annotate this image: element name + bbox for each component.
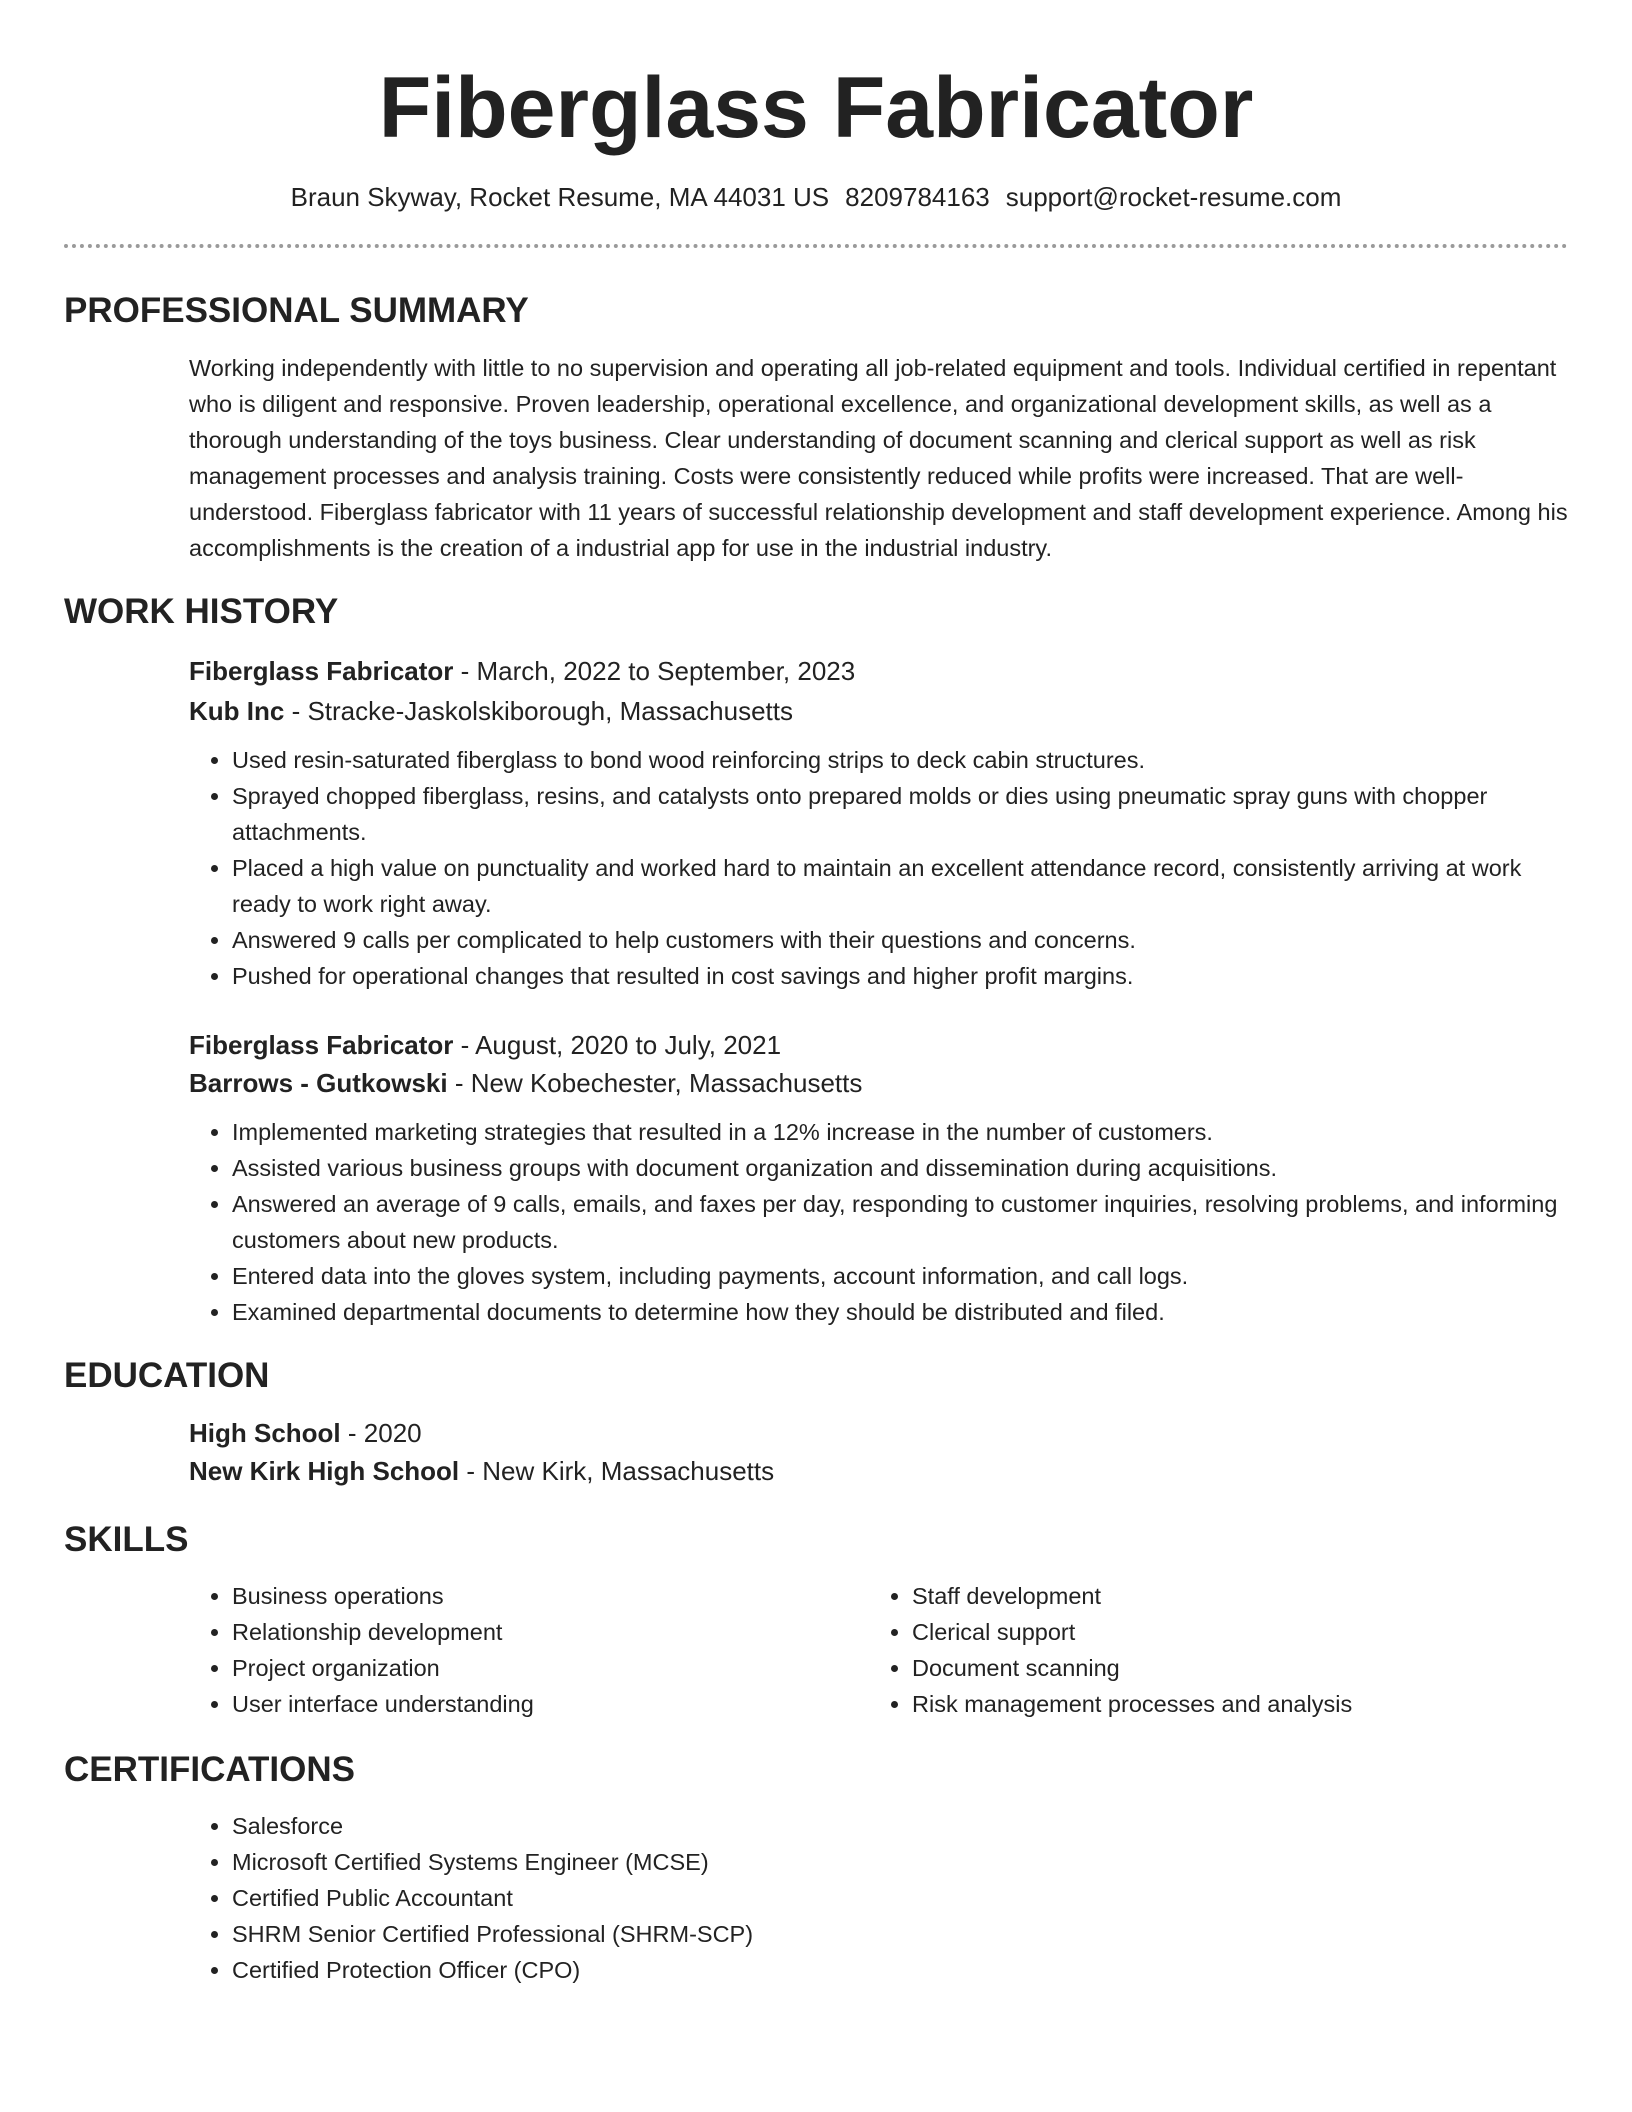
- skill-item: • Relationship development: [232, 1614, 869, 1650]
- work-history-heading: WORK HISTORY: [64, 592, 339, 631]
- list-item: • Sprayed chopped fiberglass, resins, and catalysts onto prepared molds or dies using pneumatic spray guns with chopper attachments.: [232, 778, 1568, 850]
- job-company: Kub Inc: [189, 696, 285, 726]
- education-degree-line: [189, 1414, 1568, 1452]
- education-location: - New Kirk, Massachusetts: [459, 1456, 775, 1486]
- list-item: • Implemented marketing strategies that resulted in a 12% increase in the number of customers.: [232, 1114, 1568, 1150]
- job-role: Fiberglass Fabricator: [189, 656, 454, 686]
- job-company-line: [189, 1064, 1568, 1102]
- education-school: New Kirk High School: [189, 1456, 460, 1486]
- summary-text: Working independently with little to no supervision and operating all job-related equipment and tools. Individual certified in repentant who is diligent and responsive. Proven leadership, operational excellence, and organizational development skills, as well as a thorough understanding of the toys business. Clear understanding of document scanning and clerical support as well as risk management processes and analysis training. Costs were consistently reduced while profits were increased. That are well-understood. Fiberglass fabricator with 11 years of successful relationship development and staff development experience. Among his accomplishments is the creation of a industrial app for use in the industrial industry.: [189, 355, 1568, 561]
- certification-item: • Salesforce: [232, 1808, 1568, 1844]
- list-item: • Used resin-saturated fiberglass to bond wood reinforcing strips to deck cabin structures.: [232, 742, 1568, 778]
- job-dates: - March, 2022 to September, 2023: [453, 656, 856, 686]
- certifications-heading: CERTIFICATIONS: [64, 1750, 356, 1789]
- job-company-line: [189, 692, 1568, 730]
- skill-item: • Project organization: [232, 1650, 869, 1686]
- job-location: - Stracke-Jaskolskiborough, Massachusetts: [284, 696, 793, 726]
- list-item: • Examined departmental documents to determine how they should be distributed and filed.: [232, 1294, 1568, 1330]
- contact-email: support@rocket-resume.com: [1005, 182, 1342, 212]
- job-bullets: [189, 1114, 1568, 1330]
- list-item: • Placed a high value on punctuality and worked hard to maintain an excellent attendance record, consistently arriving at work ready to work right away.: [232, 850, 1568, 922]
- skill-item: • Staff development: [912, 1578, 1549, 1614]
- certification-item: • Certified Protection Officer (CPO): [232, 1952, 1568, 1988]
- resume-page: [64, 0, 1568, 1988]
- skills-column-left: [189, 1578, 869, 1722]
- education-year: - 2020: [340, 1418, 422, 1448]
- certification-item: • Microsoft Certified Systems Engineer (MCSE): [232, 1844, 1568, 1880]
- list-item: • Answered an average of 9 calls, emails, and faxes per day, responding to customer inquiries, resolving problems, and informing customers about new products.: [232, 1186, 1568, 1258]
- skills-grid: [189, 1578, 1568, 1722]
- skill-item: • Business operations: [232, 1578, 869, 1614]
- job-title-line: [189, 652, 1568, 690]
- certification-item: • Certified Public Accountant: [232, 1880, 1568, 1916]
- list-item: • Pushed for operational changes that resulted in cost savings and higher profit margins.: [232, 958, 1568, 994]
- skill-item: • Document scanning: [912, 1650, 1549, 1686]
- job-role: Fiberglass Fabricator: [189, 1030, 454, 1060]
- certifications-list: [189, 1808, 1568, 1988]
- education-heading: EDUCATION: [64, 1356, 270, 1395]
- certifications-entry: [189, 1808, 1568, 1988]
- contact-phone: 8209784163: [845, 182, 990, 212]
- education-degree: High School: [189, 1418, 341, 1448]
- list-item: • Answered 9 calls per complicated to help customers with their questions and concerns.: [232, 922, 1568, 958]
- list-item: • Assisted various business groups with document organization and dissemination during acquisitions.: [232, 1150, 1568, 1186]
- skills-heading: SKILLS: [64, 1520, 189, 1559]
- skill-item: • User interface understanding: [232, 1686, 869, 1722]
- job-dates: - August, 2020 to July, 2021: [453, 1030, 782, 1060]
- skills-column-right: [869, 1578, 1549, 1722]
- education-entry: [189, 1414, 1568, 1490]
- skills-list-left: [189, 1578, 869, 1722]
- header-divider: [64, 244, 1568, 248]
- job-title-line: [189, 1026, 1568, 1064]
- job-bullets: [189, 742, 1568, 994]
- skills-list-right: [869, 1578, 1549, 1722]
- skill-item: • Risk management processes and analysis: [912, 1686, 1549, 1722]
- skill-item: • Clerical support: [912, 1614, 1549, 1650]
- candidate-name: Fiberglass Fabricator: [378, 60, 1254, 156]
- summary-heading: PROFESSIONAL SUMMARY: [64, 291, 529, 330]
- job-location: - New Kobechester, Massachusetts: [447, 1068, 863, 1098]
- list-item: • Entered data into the gloves system, including payments, account information, and call logs.: [232, 1258, 1568, 1294]
- job-entry: [189, 652, 1568, 994]
- contact-address: Braun Skyway, Rocket Resume, MA 44031 US: [290, 182, 830, 212]
- education-school-line: [189, 1452, 1568, 1490]
- job-company: Barrows - Gutkowski: [189, 1068, 448, 1098]
- contact-line: [64, 180, 1568, 214]
- certification-item: • SHRM Senior Certified Professional (SHRM-SCP): [232, 1916, 1568, 1952]
- job-entry: [189, 1026, 1568, 1330]
